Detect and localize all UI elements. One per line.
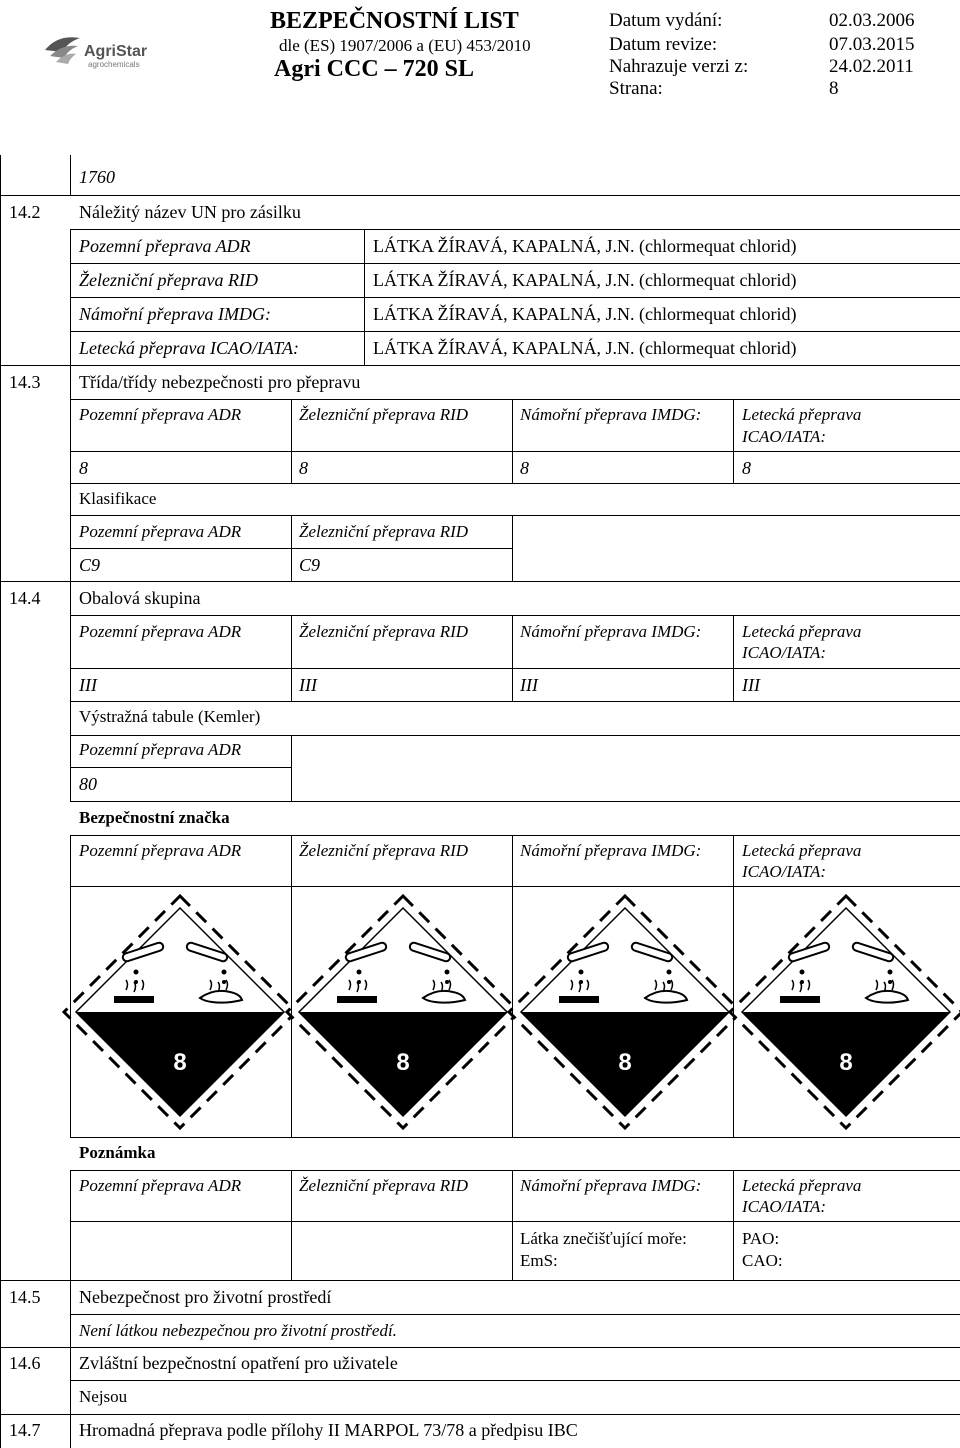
row-rule [70,515,960,516]
class-air-label-2: ICAO/IATA: [742,427,827,446]
column-divider [364,229,365,365]
row-rule [70,886,960,887]
pg-imdg-value: III [520,675,538,695]
row-rule [70,331,960,332]
section-14-4-title: Obalová skupina [79,588,201,608]
column-divider [291,399,292,483]
sign-rid-label: Železniční přeprava RID [299,841,469,860]
placard-class-number: 8 [396,1049,410,1076]
imdg-proper-name: LÁTKA ŽÍRAVÁ, KAPALNÁ, J.N. (chlormequat chlorid) [373,304,797,324]
section-14-7-title: Hromadná přeprava podle přílohy II MARPOL 73/78 a předpisu IBC [79,1420,578,1440]
row-rule [70,297,960,298]
replaces-version-label: Nahrazuje verzi z: [609,56,749,77]
section-14-5-number: 14.5 [9,1287,41,1307]
product-name: Agri CCC – 720 SL [274,56,475,82]
cao-label: CAO: [742,1251,783,1270]
replaces-version-value: 24.02.2011 [829,56,914,77]
column-divider [512,515,513,581]
row-rule [70,735,960,736]
left-border [0,155,1,1448]
classification-rid-value: C9 [299,555,321,575]
document-title: BEZPEČNOSTNÍ LIST [270,8,519,34]
class-air-value: 8 [742,458,751,478]
corrosive-placard-icon [283,892,523,1132]
section-14-7-number: 14.7 [9,1420,41,1440]
revision-date-value: 07.03.2015 [829,34,915,55]
row-rule [0,581,960,582]
row-rule [70,1314,960,1315]
section-14-3-title: Třída/třídy nebezpečnosti pro přepravu [79,372,361,392]
section-divider [70,615,71,701]
classification-title: Klasifikace [79,489,157,508]
row-rule [70,701,960,702]
section-divider [70,399,71,483]
issue-date-label: Datum vydání: [609,10,723,31]
note-imdg-label: Námořní přeprava IMDG: [520,1176,702,1195]
air-proper-name: LÁTKA ŽÍRAVÁ, KAPALNÁ, J.N. (chlormequat chlorid) [373,338,797,358]
row-rule [0,1347,960,1348]
pg-air-value: III [742,675,760,695]
row-rule [70,767,291,768]
ems-label: EmS: [520,1251,558,1270]
section-divider [70,701,71,801]
section-divider [70,483,71,581]
column-divider [733,835,734,1137]
pg-air-label-2: ICAO/IATA: [742,643,827,662]
section-14-4-number: 14.4 [9,588,41,608]
note-air-label-2: ICAO/IATA: [742,1197,827,1216]
sign-air-label-2: ICAO/IATA: [742,862,827,881]
issue-date-value: 02.03.2006 [829,10,915,31]
section-14-3-number: 14.3 [9,372,41,392]
class-air-label-1: Letecká přeprava [742,405,862,424]
kemler-adr-label: Pozemní přeprava ADR [79,740,242,759]
environment-hazard-text: Není látkou nebezpečnou pro životní prostředí. [79,1321,397,1340]
pg-imdg-label: Námořní přeprava IMDG: [520,622,702,641]
row-rule [70,668,960,669]
adr-label: Pozemní přeprava ADR [79,236,251,256]
page-value: 8 [829,78,839,99]
kemler-value: 80 [79,774,97,794]
row-rule [0,195,960,196]
pg-rid-value: III [299,675,317,695]
column-divider [291,515,292,581]
note-adr-label: Pozemní přeprava ADR [79,1176,242,1195]
revision-date-label: Datum revize: [609,34,718,55]
pg-adr-value: III [79,675,97,695]
placard-class-number: 8 [618,1049,632,1076]
column-divider [512,1170,513,1280]
row-rule [0,365,960,366]
kemler-title: Výstražná tabule (Kemler) [79,707,261,726]
rid-proper-name: LÁTKA ŽÍRAVÁ, KAPALNÁ, J.N. (chlormequat chlorid) [373,270,797,290]
column-divider [512,615,513,701]
row-rule [70,1170,960,1171]
section-divider [70,229,71,365]
classification-adr-label: Pozemní přeprava ADR [79,522,242,541]
logo-subtext: agrochemicals [88,60,140,69]
row-rule [0,1280,960,1281]
row-rule [70,483,960,484]
row-rule [70,451,960,452]
class-adr-value: 8 [79,458,88,478]
row-rule [70,615,960,616]
row-rule [70,1221,960,1222]
column-divider [291,835,292,1137]
class-rid-value: 8 [299,458,308,478]
class-rid-label: Železniční přeprava RID [299,405,469,424]
marine-pollutant-label: Látka znečišťující moře: [520,1229,687,1248]
sign-air-label-1: Letecká přeprava [742,841,862,860]
section-divider [70,1170,71,1280]
pg-air-label-1: Letecká přeprava [742,622,862,641]
row-rule [70,229,960,230]
section-divider [70,1347,71,1380]
sign-imdg-label: Námořní přeprava IMDG: [520,841,702,860]
column-divider [512,835,513,1137]
classification-rid-label: Železniční přeprava RID [299,522,469,541]
agristar-logo [40,28,160,78]
section-14-2-number: 14.2 [9,202,41,222]
section-divider [70,1380,71,1414]
class-imdg-value: 8 [520,458,529,478]
column-divider [733,615,734,701]
safety-sign-title: Bezpečnostní značka [79,808,230,827]
section-14-6-title: Zvláštní bezpečnostní opatření pro uživatele [79,1353,398,1373]
document-subtitle: dle (ES) 1907/2006 a (EU) 453/2010 [279,36,531,55]
column-divider [733,399,734,483]
section-14-2-title: Náležitý název UN pro zásilku [79,202,301,222]
imdg-label: Námořní přeprava IMDG: [79,304,271,324]
section-divider [70,155,71,195]
sign-adr-label: Pozemní přeprava ADR [79,841,242,860]
air-label: Letecká přeprava ICAO/IATA: [79,338,299,358]
section-divider [70,1414,71,1448]
un-number-value: 1760 [79,167,115,187]
column-divider [291,615,292,701]
page-label: Strana: [609,78,663,99]
row-rule [70,801,960,802]
section-divider [70,1314,71,1347]
section-divider [70,1280,71,1314]
note-rid-label: Železniční přeprava RID [299,1176,469,1195]
logo-text: AgriStar [84,43,148,60]
column-divider [291,1170,292,1280]
corrosive-placard-icon [505,892,745,1132]
row-rule [70,263,960,264]
placard-class-number: 8 [173,1049,187,1076]
row-rule [70,399,960,400]
row-rule [70,835,960,836]
section-divider [70,835,71,1137]
pg-adr-label: Pozemní přeprava ADR [79,622,242,641]
corrosive-placard-icon [60,892,300,1132]
note-title: Poznámka [79,1143,156,1162]
section-14-5-title: Nebezpečnost pro životní prostředí [79,1287,332,1307]
row-rule [70,1137,960,1138]
column-divider [512,399,513,483]
pg-rid-label: Železniční přeprava RID [299,622,469,641]
section-divider [70,581,71,615]
corrosive-placard-icon [726,892,960,1132]
class-imdg-label: Námořní přeprava IMDG: [520,405,702,424]
placard-class-number: 8 [839,1049,853,1076]
rid-label: Železniční přeprava RID [79,270,258,290]
section-divider [70,365,71,399]
section-14-6-number: 14.6 [9,1353,41,1373]
row-rule [70,1380,960,1381]
column-divider [733,1170,734,1280]
column-divider [291,735,292,801]
adr-proper-name: LÁTKA ŽÍRAVÁ, KAPALNÁ, J.N. (chlormequat chlorid) [373,236,797,256]
pao-label: PAO: [742,1229,780,1248]
special-precautions-text: Nejsou [79,1387,128,1406]
note-air-label-1: Letecká přeprava [742,1176,862,1195]
row-rule [0,1414,960,1415]
class-adr-label: Pozemní přeprava ADR [79,405,242,424]
classification-adr-value: C9 [79,555,101,575]
